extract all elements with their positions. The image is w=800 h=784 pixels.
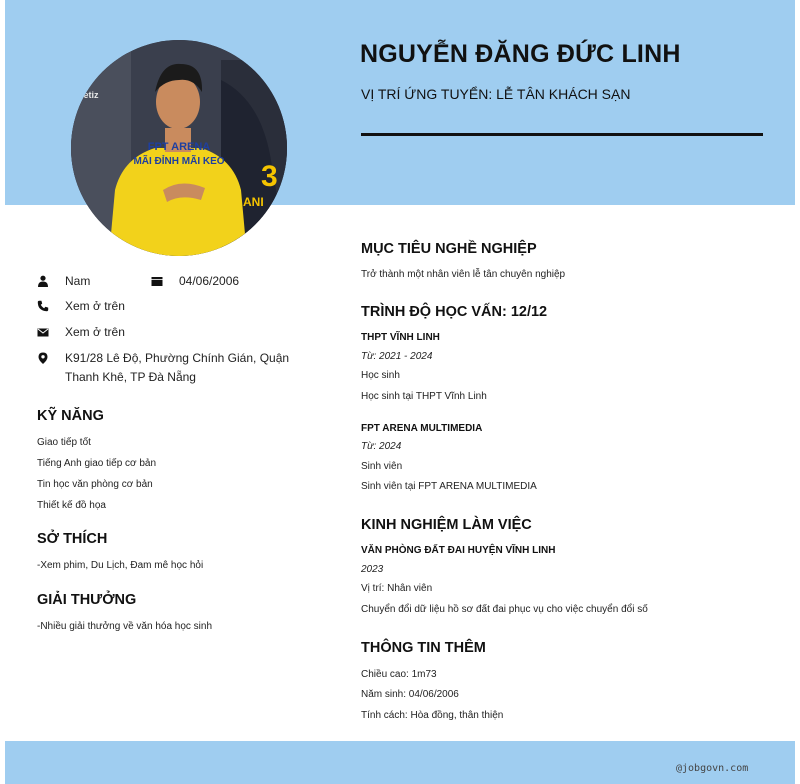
skill-item: Giao tiếp tốt xyxy=(37,437,91,448)
extra-title: THÔNG TIN THÊM xyxy=(361,640,486,656)
school-name: FPT ARENA MULTIMEDIA xyxy=(361,423,483,434)
school-desc: Sinh viên tại FPT ARENA MULTIMEDIA xyxy=(361,481,537,492)
avatar-photo-icon xyxy=(71,40,287,256)
phone-icon xyxy=(37,300,49,312)
poster-text: Betiz xyxy=(77,90,99,100)
experience-desc: Chuyển đổi dữ liệu hồ sơ đất đai phục vụ cho việc chuyển đổi số xyxy=(361,604,648,615)
school-period: Từ: 2021 - 2024 xyxy=(361,351,433,362)
experience-title: KINH NGHIỆM LÀM VIỆC xyxy=(361,517,532,533)
experience-role: Vị trí: Nhân viên xyxy=(361,583,433,594)
address-value: K91/28 Lê Độ, Phường Chính Gián, Quận Thanh Khê, TP Đà Nẵng xyxy=(65,351,290,384)
shirt-text-2: MÃI ĐỈNH MÃI KEO xyxy=(133,156,225,167)
extra-height: Chiều cao: 1m73 xyxy=(361,669,437,680)
envelope-icon xyxy=(37,326,49,338)
school-period: Từ: 2024 xyxy=(361,441,402,452)
skill-item: Tiếng Anh giao tiếp cơ bản xyxy=(37,458,157,469)
birthdate-value: 04/06/2006 xyxy=(179,274,240,288)
school-role: Học sinh xyxy=(361,370,400,381)
person-icon xyxy=(37,275,49,287)
shirt-text-1: FPT ARENA xyxy=(147,141,211,153)
calendar-icon xyxy=(151,275,163,287)
avatar xyxy=(71,40,287,256)
location-pin-icon xyxy=(37,352,49,364)
footer-brand[interactable]: @jobgovn.com xyxy=(676,763,749,774)
awards-title: GIẢI THƯỞNG xyxy=(37,592,137,608)
objective-title: MỤC TIÊU NGHỀ NGHIỆP xyxy=(361,241,537,257)
poster-text-2: ANI xyxy=(243,195,264,209)
contact-email xyxy=(37,323,321,342)
gender-value: Nam xyxy=(65,274,91,288)
awards-text: -Nhiều giải thưởng về văn hóa học sinh xyxy=(37,621,213,632)
extra-birth-year: Năm sinh: 04/06/2006 xyxy=(361,689,459,700)
applied-position: VỊ TRÍ ỨNG TUYỂN: LỄ TÂN KHÁCH SẠN xyxy=(361,86,631,102)
contact-gender xyxy=(37,272,135,291)
school-name: THPT VĨNH LINH xyxy=(361,332,440,343)
skills-title: KỸ NĂNG xyxy=(37,408,104,424)
company-name: VĂN PHÒNG ĐẤT ĐAI HUYỆN VĨNH LINH xyxy=(361,545,556,556)
school-role: Sinh viên xyxy=(361,461,403,472)
school-desc: Học sinh tại THPT Vĩnh Linh xyxy=(361,391,487,402)
email-value: Xem ở trên xyxy=(65,325,125,339)
education-title: TRÌNH ĐỘ HỌC VẤN: 12/12 xyxy=(361,304,548,320)
contact-birthdate xyxy=(151,272,239,291)
header-divider xyxy=(361,133,763,136)
objective-text: Trở thành một nhân viên lễ tân chuyên nghiệp xyxy=(361,269,566,280)
contact-address xyxy=(37,349,321,387)
contact-phone xyxy=(37,297,321,316)
candidate-name: NGUYỄN ĐĂNG ĐỨC LINH xyxy=(360,40,681,68)
experience-year: 2023 xyxy=(361,564,384,575)
hobbies-title: SỞ THÍCH xyxy=(37,531,108,547)
skill-item: Tin học văn phòng cơ bản xyxy=(37,479,153,490)
poster-number: 3 xyxy=(261,160,278,193)
hobbies-text: -Xem phim, Du Lịch, Đam mê học hỏi xyxy=(37,560,204,571)
phone-value: Xem ở trên xyxy=(65,299,125,313)
extra-personality: Tính cách: Hòa đồng, thân thiện xyxy=(361,710,504,721)
skill-item: Thiết kế đồ họa xyxy=(37,500,106,511)
